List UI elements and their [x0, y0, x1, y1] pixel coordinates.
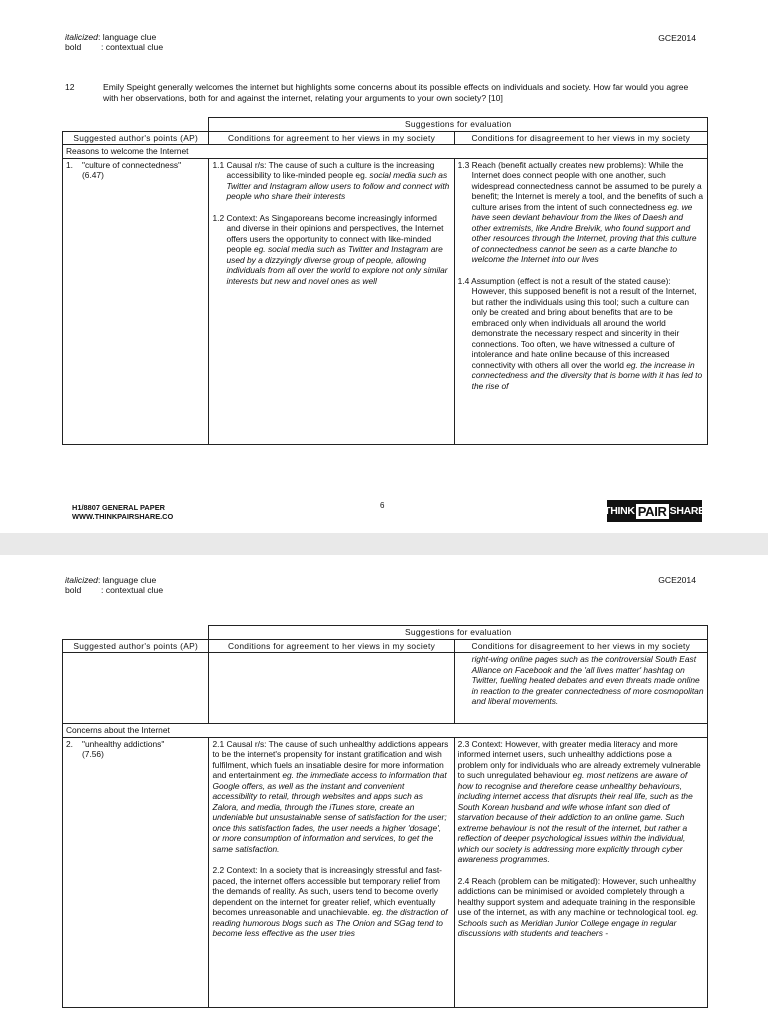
legend-italic-term: italicized: [65, 575, 98, 585]
legend-italic-desc: : language clue: [97, 575, 157, 585]
suggestions-header: Suggestions for evaluation: [209, 118, 708, 132]
agreement-cell: [209, 158, 454, 444]
section-heading: Reasons to welcome the Internet: [63, 145, 708, 159]
point-text: 2.3 Context: However, with greater media literacy and more informed internet users, such unhealthy addictions pose a problem only for individuals who are already extremely vulnerable to such unregulated behaviour: [457, 738, 701, 780]
col-header-agreement: Conditions for agreement to her views in my society: [209, 639, 454, 653]
question-number: 12: [65, 82, 75, 92]
footer-course: [72, 503, 173, 521]
question-text: Emily Speight generally welcomes the internet but highlights some concerns about its possible effects on individuals and society. How far would you agree with her observations, both for and against the internet, relating your arguments to your own society? [10]: [103, 82, 689, 103]
point-example: eg. most netizens are aware of how to recognise and therefore cease unhealthy behaviours, including internet access that disrupts their real life, such as the South Korean husband and wife whose infant son died of starvation because of their addiction to an online game. Such extreme behaviour is not the result of the internet, but rather a reflection of deeper psychological issues within the individual, which our society is addressing more explicitly through cyber awareness programmes.: [457, 770, 693, 864]
disagreement-cell: [454, 737, 707, 1007]
legend-bold-term: bold: [65, 42, 82, 52]
col-header-disagreement: Conditions for disagreement to her views in my society: [454, 639, 707, 653]
legend-bold-desc: : contextual clue: [101, 585, 164, 595]
legend-bold-desc: : contextual clue: [101, 42, 164, 52]
point-text: 1.4 Assumption (effect is not a result of the stated cause): However, this supposed benefit is not a result of the Internet, but rather the individuals using this tool; such a culture can only be created and bring about benefits that are to be embraced only when individuals all around the world demonstrate the necessary respect and sincerity in their connections. Too often, we have witnessed a culture of intolerance and hate online because of this increased connectivity with others all over the world: [457, 275, 697, 370]
point-2-3: [458, 739, 704, 865]
legend-bold-term: bold: [65, 585, 82, 595]
point-1-2: [212, 213, 450, 287]
point-text: 1.1 Causal r/s: The cause of such a culture is the increasing accessibility to like-minded people eg.: [212, 159, 435, 180]
point-example: eg. social media such as Twitter and Instagram are used by a dizzyingly diverse group of people, allowing individuals from all over the world to explore not only similar interests but new and novel ones as well: [226, 244, 448, 286]
agreement-cell: [209, 737, 454, 1007]
point-1-4-continued: [458, 654, 704, 707]
point-2-1: [212, 739, 450, 855]
exam-code: GCE2014: [658, 575, 696, 585]
evaluation-table: [62, 117, 708, 445]
logo-pair: PAIR: [637, 503, 667, 519]
legend-italic-term: italicized: [65, 32, 98, 42]
clue-legend: [65, 32, 163, 52]
point-example: right-wing online pages such as the controversial South East Alliance on Facebook and the 'all lives matter' hashtag on Twitter, fuelling heated debates and even threats made online in reaction to the greater connectedness of more cosmopolitan and liberal movements.: [471, 654, 704, 706]
suggestions-header: Suggestions for evaluation: [209, 626, 708, 640]
page-number: 6: [380, 501, 385, 510]
evaluation-table-continued: [62, 625, 708, 1008]
point-2-4: [458, 876, 704, 939]
point-example: eg. the increase in connectedness and the diversity that is borne with it has led to the rise of: [471, 359, 703, 391]
author-point-cell: [63, 737, 209, 1007]
point-2-2: [212, 865, 450, 939]
author-point-number: 1.: [66, 159, 73, 170]
col-header-author-points: Suggested author's points (AP): [63, 639, 209, 653]
point-text: 2.4 Reach (problem can be mitigated): However, such unhealthy addictions can be minimised or avoided completely through a healthy support system and adequate training in the responsible use of the internet, as with any machine or technological tool.: [457, 875, 697, 917]
author-point-quote: "unhealthy addictions": [82, 738, 165, 749]
exam-code: GCE2014: [658, 33, 696, 43]
point-text: 1.2 Context: As Singaporeans become increasingly informed and diverse in their opinions and perspectives, the Internet offers users the opportunity to connect with like-minded people: [212, 212, 444, 254]
point-1-4: [458, 276, 704, 392]
author-point-ref: (6.47): [82, 170, 104, 180]
point-example: eg. Schools such as Meridian Junior College engage in regular discussions with students and teachers -: [457, 907, 699, 938]
course-name: H1/8807 GENERAL PAPER: [72, 503, 165, 512]
continued-disagreement-cell: [454, 653, 707, 724]
author-point-ref: (7.56): [82, 749, 104, 759]
logo-think: THINK: [604, 505, 635, 517]
point-1-3: [458, 160, 704, 265]
question-block: [65, 82, 705, 104]
website-link[interactable]: WWW.THINKPAIRSHARE.CO: [72, 512, 174, 521]
legend-italic-desc: : language clue: [97, 32, 157, 42]
point-example: social media such as Twitter and Instagram allow users to follow and connect with people who share their interests: [226, 170, 450, 201]
thinkpairshare-logo: [604, 500, 705, 522]
author-point-quote: "culture of connectedness": [82, 159, 182, 170]
document-page-2: [0, 555, 768, 1024]
col-header-author-points: Suggested author's points (AP): [63, 131, 209, 145]
clue-legend: [65, 575, 163, 595]
disagreement-cell: [454, 158, 707, 444]
point-example: eg. the distraction of reading humorous blogs such as The Onion and SGag tend to become less effective as the user tries: [212, 907, 448, 938]
logo-share: SHARE: [669, 505, 705, 517]
point-1-1: [212, 160, 450, 202]
point-example: eg. we have seen deviant behaviour from the likes of Daesh and other extremists, like Andre Breivik, who found support and other resources through the Internet, proving that this culture of connectedness cannot be seen as a carte blanche to welcome the Internet into our lives: [471, 201, 697, 264]
point-text: 1.3 Reach (benefit actually creates new problems): While the Internet does connect people with one another, such widespread connectedness cannot be assumed to be purely a benefit; the Internet is merely a tool, and the benefits of such a culture arises from the intent of such connectedness: [457, 159, 704, 212]
col-header-disagreement: Conditions for disagreement to her views in my society: [454, 131, 707, 145]
point-text: 2.2 Context: In a society that is increasingly stressful and fast-paced, the internet offers accessible but temporary relief from the demands of reality. As such, users tend to become overly dependent on the internet for greater relief, which eventually becomes unreasonable and unachievable.: [212, 865, 442, 917]
section-heading: Concerns about the Internet: [63, 724, 708, 738]
author-point-number: 2.: [66, 738, 73, 749]
col-header-agreement: Conditions for agreement to her views in my society: [209, 131, 454, 145]
point-example: eg. the immediate access to information that Google offers, as well as the instant and convenient accessibility to retail, through websites and apps such as Zalora, and media, through the iTunes store, create an undeniable but unsustainable sense of satisfaction for the user; once this satisfaction fades, the user needs a higher 'dosage', or more consumption of information and services, to get the same satisfaction.: [212, 770, 447, 854]
point-text: 2.1 Causal r/s: The cause of such unhealthy addictions appears to be the internet's propensity for instant gratification and wish fulfilment, which fuels an insatiable desire for more information and entertainment: [212, 738, 449, 780]
author-point-cell: [63, 158, 209, 444]
